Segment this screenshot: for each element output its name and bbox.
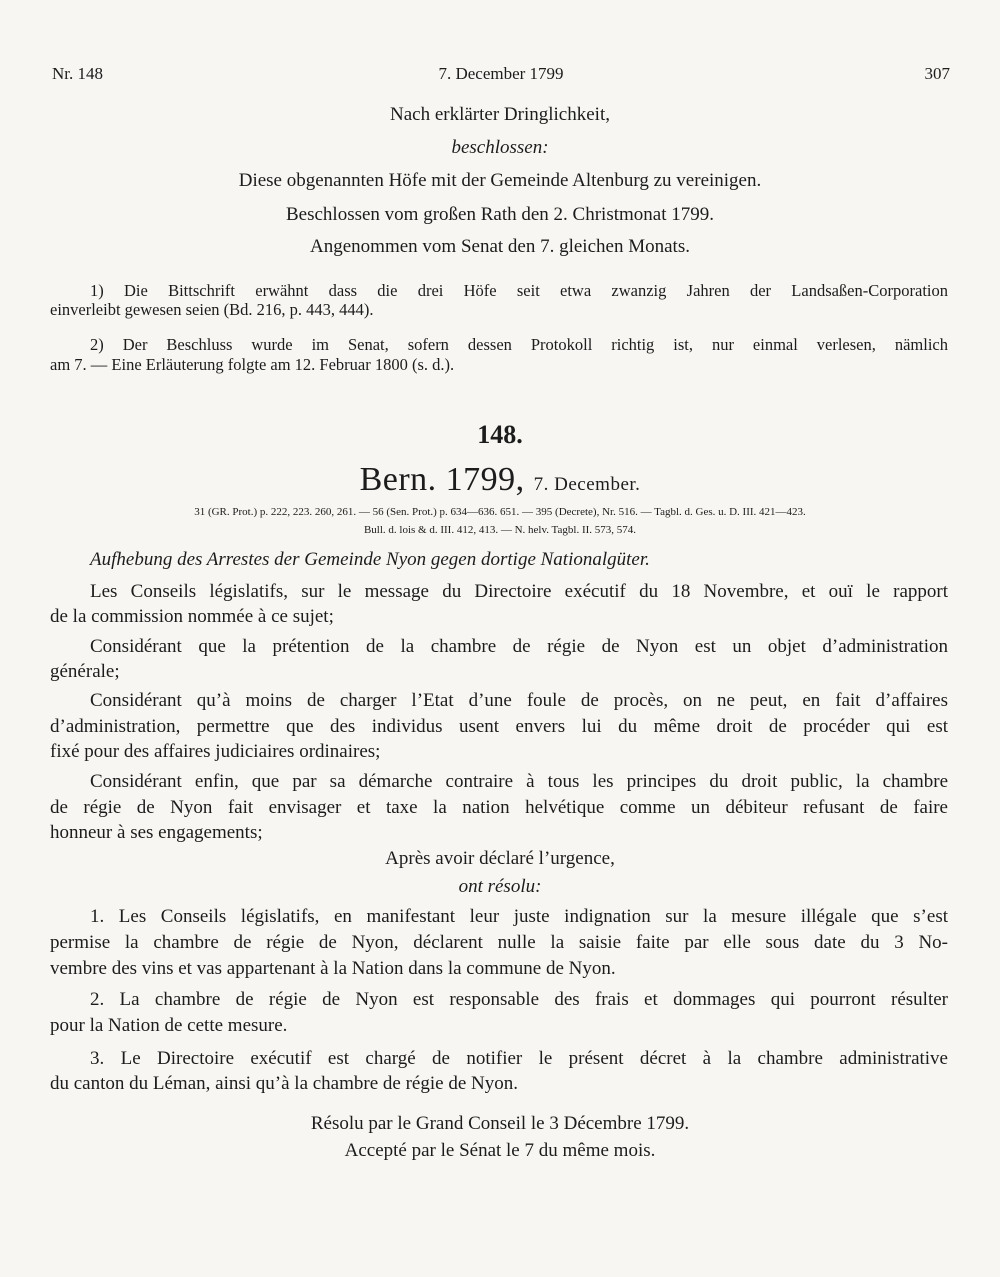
article-1-line-3: vembre des vins et vas appartenant à la Nation dans la commune de Nyon. [50, 958, 616, 979]
footnote-1-line-1: 1) Die Bittschrift erwähnt dass die drei Höfe seit etwa zwanzig Jahren der Landsaßen-Corporation [90, 281, 948, 300]
document-place-date [0, 460, 1000, 505]
page-header [52, 64, 950, 88]
article-2-line-2: pour la Nation de cette mesure. [50, 1015, 288, 1036]
decree-resolved: ont résolu: [458, 876, 542, 897]
reference-line-2: Bull. d. lois & d. III. 412, 413. — N. helv. Tagbl. II. 573, 574. [363, 524, 637, 536]
footnote-1-line-2: einverleibt gewesen seien (Bd. 216, p. 443, 444). [50, 300, 374, 319]
para-3-line-2: d’administration, permettre que des individus usent envers lui du même droit de procéder qui est [50, 716, 948, 737]
prev-resolved: beschlossen: [451, 137, 549, 158]
para-2-line-1: Considérant que la prétention de la chambre de régie de Nyon est un objet d’administration [90, 636, 948, 657]
decree-title: Aufhebung des Arrestes der Gemeinde Nyon gegen dortige Nationalgüter. [90, 549, 650, 570]
article-3-line-2: du canton du Léman, ainsi qu’à la chambre de régie de Nyon. [50, 1073, 518, 1094]
para-4-line-3: honneur à ses engagements; [50, 822, 263, 843]
header-date: 7. December 1799 [438, 64, 564, 83]
para-2-line-2: générale; [50, 661, 120, 682]
article-2-line-1: 2. La chambre de régie de Nyon est responsable des frais et dommages qui pourront résulter [90, 989, 948, 1010]
para-4-line-1: Considérant enfin, que par sa démarche contraire à tous les principes du droit public, la chambre [90, 771, 948, 792]
document-number: 148. [477, 420, 523, 449]
article-3-line-1: 3. Le Directoire exécutif est chargé de notifier le présent décret à la chambre administrative [90, 1048, 948, 1069]
reference-line-1: 31 (GR. Prot.) p. 222, 223. 260, 261. — 56 (Sen. Prot.) p. 634—636. 651. — 395 (Decrete), Nr. 516. — Tagbl. d. Ges. u. D. III. 421—423. [194, 506, 806, 518]
article-1-line-1: 1. Les Conseils législatifs, en manifestant leur juste indignation sur la mesure illégale que s’est [90, 906, 948, 927]
prev-decision: Diese obgenannten Höfe mit der Gemeinde Altenburg zu vereinigen. [238, 170, 762, 191]
para-3-line-3: fixé pour des affaires judiciaires ordinaires; [50, 741, 381, 762]
prev-passed: Beschlossen vom großen Rath den 2. Christmonat 1799. [286, 204, 714, 225]
prev-urgency: Nach erklärter Dringlichkeit, [390, 104, 610, 125]
footnote-2-line-1: 2) Der Beschluss wurde im Senat, sofern dessen Protokoll richtig ist, nur einmal verlesen, nämlich [90, 335, 948, 354]
para-4-line-2: de régie de Nyon fait envisager et taxe la nation helvétique comme un débiteur refusant de faire [50, 797, 948, 818]
footnote-2-line-2: am 7. — Eine Erläuterung folgte am 12. Februar 1800 (s. d.). [50, 355, 455, 374]
resolved-by-council: Résolu par le Grand Conseil le 3 Décembre 1799. [310, 1113, 690, 1134]
para-3-line-1: Considérant qu’à moins de charger l’Etat d’une foule de procès, on ne peut, en fait d’affaires [90, 690, 948, 711]
page-number-left: Nr. 148 [52, 64, 103, 83]
article-1-line-2: permise la chambre de régie de Nyon, déclarent nulle la saisie faite par elle sous date du 3 No- [50, 932, 948, 953]
document-date: 7. December. [533, 474, 641, 495]
place-year: Bern. 1799, [359, 461, 525, 498]
para-1-line-1: Les Conseils législatifs, sur le message du Directoire exécutif du 18 Novembre, et ouï le rapport [90, 581, 948, 602]
decree-urgency: Après avoir déclaré l’urgence, [385, 848, 615, 869]
page-number: 307 [924, 64, 950, 83]
prev-accepted: Angenommen vom Senat den 7. gleichen Monats. [310, 236, 690, 257]
accepted-by-senate: Accepté par le Sénat le 7 du même mois. [344, 1140, 656, 1161]
para-1-line-2: de la commission nommée à ce sujet; [50, 606, 334, 627]
